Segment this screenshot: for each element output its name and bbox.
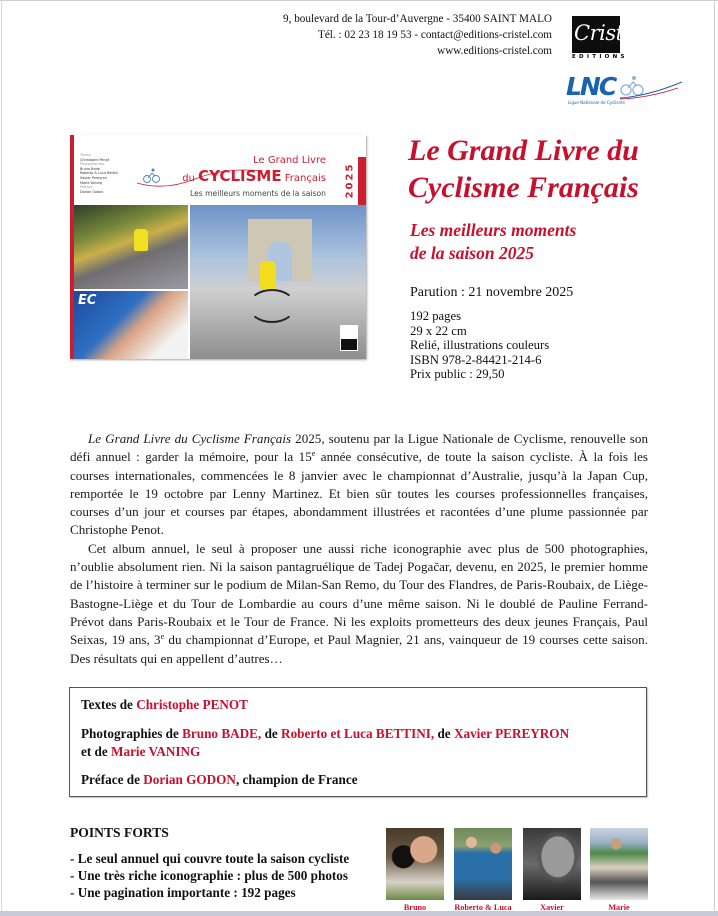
- book-subtitle: [410, 219, 576, 265]
- cover-credit-name: Marie Vaning: [80, 180, 103, 185]
- cover-title-bold: CYCLISME: [198, 167, 282, 185]
- spec-pages: 192 pages: [410, 309, 462, 323]
- credit-label: Préface de: [81, 772, 144, 787]
- cover-title-line2: [182, 167, 326, 185]
- book-subtitle-line2: de la saison 2025: [410, 243, 534, 263]
- credit-preface-name: Dorian GODON: [143, 772, 236, 787]
- credit-texts: [81, 696, 248, 713]
- lnc-logo-tagline: Ligue Nationale de Cyclisme: [568, 100, 625, 105]
- cristel-editions-logo: [572, 16, 642, 61]
- cover-credit-name: Roberto & Luca Bettini: [80, 171, 119, 176]
- spec-binding: Relié, illustrations couleurs: [410, 338, 550, 352]
- credits-box: [69, 687, 647, 797]
- cover-photo-banner-text: EC: [78, 293, 97, 308]
- spec-price: Prix public : 29,50: [410, 367, 505, 381]
- photographer-marie: [590, 828, 648, 912]
- description-paragraph-2: [70, 540, 648, 668]
- page-border-right: [714, 0, 715, 916]
- description-text: Cet album annuel, le seul à proposer une aussi riche iconographie avec plus de 500 photographies, n’oublie absolument rien. Ni la saison pantagruélique de Tadej Pogačar, devenu, en 2025, le premier homme de l’histoire à terminer sur le podium de Milan-San Remo, du Tour des Flandres, de Paris-Roubaix, de Liège-Bastogne-Liège et du Tour de Lombardie au cours d’une même saison. Ni le doublé de Pauline Ferrand-Prévot dans Paris-Roubaix et le Tour de France. Ni les exploits prometteurs des deux jeunes Français, Paul Seixas, 19 ans, 3: [70, 540, 648, 648]
- photographer-portrait: [590, 828, 648, 900]
- credit-photographer-name: Xavier PEREYRON: [453, 726, 570, 741]
- book-specs: [410, 309, 549, 382]
- book-title-line1: Le Grand Livre du: [408, 134, 639, 167]
- lnc-logo-letters: LNC: [566, 72, 616, 101]
- credit-author-name: Christophe PENOT: [136, 697, 248, 712]
- credit-photographer-name: Marie VANING: [111, 744, 201, 759]
- book-cover-image: [70, 135, 366, 359]
- bicycle-icon: [248, 289, 296, 323]
- superscript: e: [311, 449, 316, 459]
- description-text: du championnat d’Europe, et Paul Magnier, 21 ans, vainqueur de 19 courses cette saison. Des résultats qui en appellent d’autres…: [70, 632, 648, 666]
- photographer-name: Bruno: [403, 903, 427, 912]
- cover-credits: [80, 153, 118, 194]
- photographer-name: Xavier: [540, 903, 564, 912]
- cover-photo-rider-finish: [74, 205, 188, 289]
- release-date: Parution : 21 novembre 2025: [410, 285, 574, 300]
- credit-photos-cont: [81, 743, 200, 760]
- credit-photographer-name: Roberto et Luca BETTINI,: [281, 726, 435, 741]
- cover-credit-name: Christophe Penot: [80, 157, 110, 162]
- cyclist-swoosh-icon: [618, 74, 684, 100]
- photographer-portrait: [523, 828, 581, 900]
- photographer-xavier: [523, 828, 581, 912]
- credit-preface-suffix: , champion de France: [235, 772, 358, 787]
- photographer-portrait: [454, 828, 512, 900]
- photographer-bruno: [386, 828, 444, 912]
- photographer-portrait: [386, 828, 444, 900]
- address-street: 9, boulevard de la Tour-d’Auvergne - 35400 SAINT MALO: [283, 13, 552, 25]
- description-book-title: Le Grand Livre du Cyclisme Français: [88, 431, 292, 446]
- points-forts-item: - Une très riche iconographie : plus de 500 photos: [70, 868, 349, 883]
- cover-title-pre: du: [182, 173, 199, 184]
- cover-mini-logos: [340, 325, 358, 351]
- credit-photos: [81, 725, 569, 742]
- photographer-roberto-luca: [454, 828, 512, 912]
- arc-de-triomphe: [248, 219, 312, 281]
- description-text: 2025, soutenu par la Ligue Nationale de Cyclisme, renouvelle son défi annuel : garder la mémoire, pour la 15: [70, 431, 648, 465]
- address-contact: Tél. : 02 23 18 19 53 - contact@editions-cristel.com: [318, 29, 552, 41]
- yellow-jersey-rider: [134, 229, 148, 251]
- points-forts-title: POINTS FORTS: [70, 825, 169, 840]
- cover-credit-label: Préface: [80, 185, 93, 190]
- cover-credit-label: Photographies: [80, 162, 105, 167]
- address-website: www.editions-cristel.com: [437, 45, 552, 57]
- spec-isbn: ISBN 978-2-84421-214-6: [410, 352, 542, 367]
- page-border-left: [1, 0, 2, 916]
- cover-title-line1: Le Grand Livre: [253, 155, 326, 166]
- photographer-name: Marie: [608, 903, 630, 912]
- points-forts-list: [70, 850, 349, 901]
- book-subtitle-line1: Les meilleurs moments: [410, 220, 577, 240]
- cover-year-text: 2025: [344, 162, 356, 199]
- cover-credit-label: Textes: [80, 153, 91, 157]
- cover-photo-arc-de-triomphe: [190, 205, 366, 359]
- description-text: année consécutive, de toute la saison cycliste. À la fois les courses internationales, commencées le 8 janvier avec le championnat d’Australie, jusqu’à la Japan Cup, remportée le 19 octobre par Lenny Martinez. Et bien sûr toutes les courses professionnelles françaises, courses d’un jour et courses par étapes, abondamment illustrées et racontées d’une plume passionnée par Christophe Penot.: [70, 449, 648, 538]
- points-forts-item: - Le seul annuel qui couvre toute la saison cycliste: [70, 851, 350, 866]
- book-title: [408, 132, 639, 206]
- credit-label: Textes de: [81, 697, 137, 712]
- book-title-line2: Cyclisme Français: [408, 171, 639, 204]
- credit-separator: et de: [81, 744, 112, 759]
- photographer-name: Roberto & Luca: [454, 903, 512, 912]
- cover-credit-name: Dorian Godon: [80, 189, 104, 194]
- page-border-top: [0, 0, 718, 1]
- spec-dimensions: 29 x 22 cm: [410, 323, 467, 338]
- superscript: e: [160, 632, 165, 642]
- description-paragraph-1: [70, 430, 648, 540]
- book-description: [70, 430, 648, 668]
- cover-photo-celebration: [74, 291, 188, 359]
- cristel-logo-bar: EDITIONS: [572, 54, 628, 60]
- cover-credit-name: Bruno Bade: [80, 166, 100, 171]
- credit-separator: de: [261, 726, 282, 741]
- credit-separator: de: [434, 726, 454, 741]
- cover-year-bar: [358, 157, 366, 205]
- lnc-logo: [566, 72, 686, 108]
- cristel-logo-script: Cristel: [574, 21, 642, 45]
- publisher-address: [283, 11, 552, 59]
- credit-label: Photographies de: [81, 726, 183, 741]
- credit-preface: [81, 771, 358, 788]
- cover-subtitle: Les meilleurs moments de la saison: [189, 189, 326, 198]
- cover-year: [344, 157, 357, 205]
- cover-credit-name: Xavier Pereyron: [80, 175, 107, 180]
- points-forts-item: - Une pagination importante : 192 pages: [70, 885, 296, 900]
- credit-photographer-name: Bruno BADE,: [182, 726, 262, 741]
- cover-title-post: Français: [281, 173, 326, 184]
- yellow-jersey-rider: [260, 261, 276, 291]
